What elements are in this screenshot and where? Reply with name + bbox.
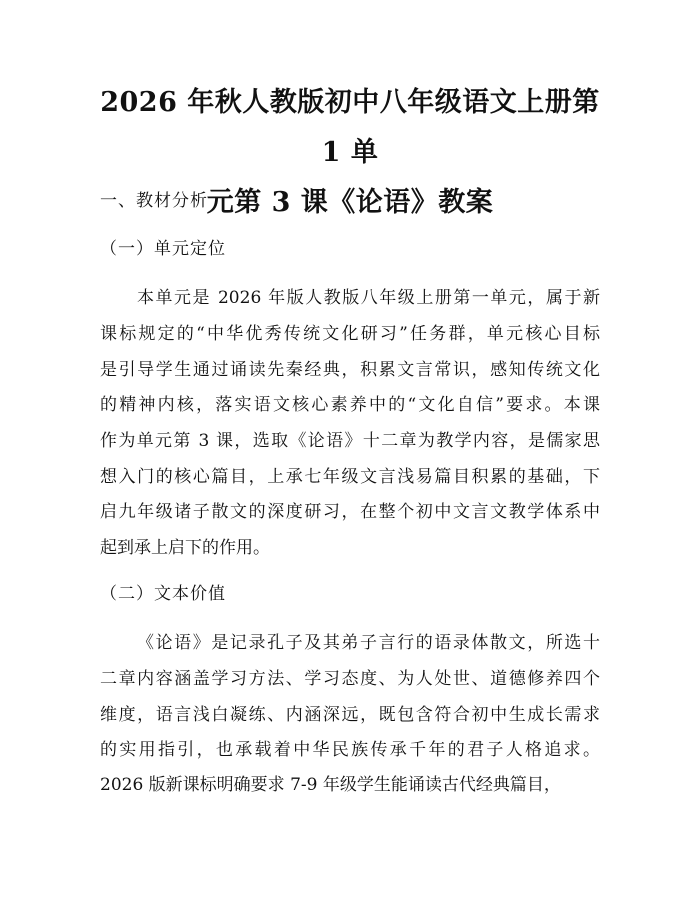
paragraph-line: 《论语》是记录孔子及其弟子言行的语录体散文，所选十 (137, 633, 600, 653)
subsection-heading-text-value: （二）文本价值 (100, 584, 226, 604)
paragraph-line: 本单元是 2026 年版人教版八年级上册第一单元，属于新 (137, 288, 600, 308)
subsection-heading-unit-positioning: （一）单元定位 (100, 239, 226, 259)
paragraph-line: 是引导学生通过诵读先秦经典，积累文言常识，感知传统文化 (100, 360, 600, 380)
paragraph-line: 课标规定的“中华优秀传统文化研习”任务群，单元核心目标 (100, 324, 600, 344)
paragraph-line: 的精神内核，落实语文核心素养中的“文化自信”要求。本课 (100, 395, 600, 415)
title-line-1: 2026 年秋人教版初中八年级语文上册第 1 单 (100, 87, 600, 168)
section-heading-teaching-material-analysis: 一、教材分析 (100, 191, 208, 211)
paragraph-line: 维度，语言浅白凝练、内涵深远，既包含符合初中生成长需求 (100, 705, 600, 725)
paragraph-line: 的实用指引，也承载着中华民族传承千年的君子人格追求。 (100, 740, 600, 760)
paragraph-line: 作为单元第 3 课，选取《论语》十二章为教学内容，是儒家思 (100, 431, 600, 451)
title-line-2: 元第 3 课《论语》教案 (206, 187, 494, 218)
paragraph-line: 启九年级诸子散文的深度研习，在整个初中文言文教学体系中 (100, 502, 600, 522)
paragraph-line: 想入门的核心篇目，上承七年级文言浅易篇目积累的基础，下 (100, 467, 600, 487)
paragraph-line: 二章内容涵盖学习方法、学习态度、为人处世、道德修养四个 (100, 669, 600, 689)
paragraph-line: 起到承上启下的作用。 (100, 538, 270, 558)
paragraph-line: 2026 版新课标明确要求 7-9 年级学生能诵读古代经典篇目， (100, 775, 561, 795)
